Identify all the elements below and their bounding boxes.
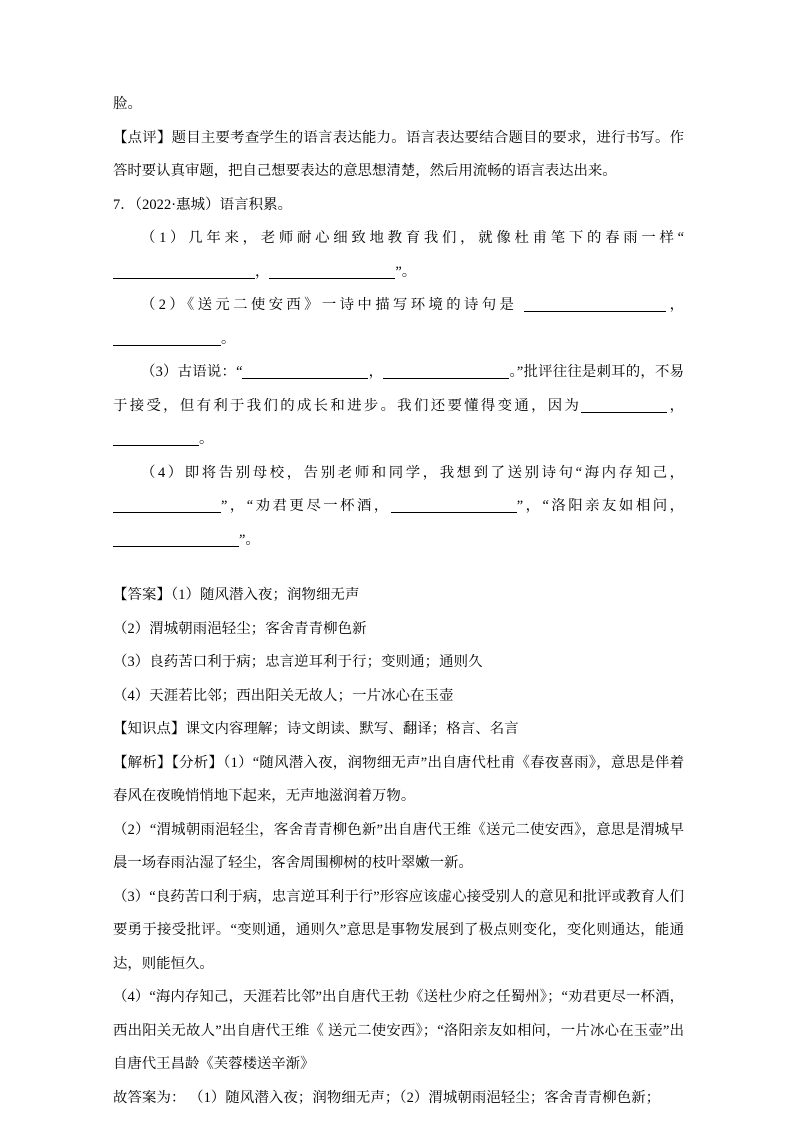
answer-line-2: （2）渭城朝雨浥轻尘；客舍青青柳色新 xyxy=(113,620,367,637)
analysis-paragraph-1 xyxy=(113,747,684,814)
question-4-label: （4） xyxy=(141,464,185,481)
analysis-item-1: （1）“随风潜入夜，润物细无声”出自唐代杜甫《春夜喜雨》，意思是伴着春风在夜晚悄悄地下起来，无声地滋润着万物。 xyxy=(113,754,684,804)
question-3-blank-2[interactable] xyxy=(383,365,509,379)
question-4-quote1-close: ” xyxy=(221,498,228,514)
question-2-blank-1[interactable] xyxy=(524,298,666,312)
question-4-quote3-close: ” xyxy=(239,531,246,548)
question-2-comma: ， xyxy=(666,297,684,313)
comment-body: 题目主要考查学生的语言表达能力。语言表达要结合题目的要求，进行书写。作答时要认真审题，把自己想要表达的意思想清楚，然后用流畅的语言表达出来。 xyxy=(113,129,684,179)
question-4-quote3-text: 洛阳亲友如相问， xyxy=(548,498,684,514)
question-4-quote1-text: 海内存知己， xyxy=(582,464,684,481)
answer-label: 【答案】 xyxy=(113,587,171,603)
question-3-comma-2: ， xyxy=(667,397,684,414)
question-1-period: 。 xyxy=(401,263,417,280)
question-4-sep-2: ， xyxy=(523,498,543,514)
question-4-quote3-open: “ xyxy=(542,498,549,514)
comment-paragraph xyxy=(113,122,684,189)
answer-heading xyxy=(113,579,684,613)
continuation-text: 脸。 xyxy=(113,96,142,112)
question-3-period-2: 。 xyxy=(199,431,214,447)
analysis-paragraph-2: （2）“渭城朝雨浥轻尘，客舍青青柳色新”出自唐代王维《送元二使安西》，意思是渭城早晨一场春雨沾湿了轻尘，客舍周围柳树的枝叶翠嫩一新。 xyxy=(113,821,684,871)
question-1-blank-1[interactable] xyxy=(113,265,255,279)
knowledge-point-line xyxy=(113,713,684,747)
question-3-blank-4[interactable] xyxy=(113,432,199,446)
question-4-blank-2[interactable] xyxy=(391,499,517,513)
analysis-paragraph-4: （4）“海内存知己，天涯若比邻”出自唐代王勃《送杜少府之任蜀州》；“劝君更尽一杯酒，西出阳关无故人”出自唐代王维《 送元二使安西》；“洛阳亲友如相问，一片冰心在玉壶”出自唐代王昌龄《芙蓉楼送辛渐》 xyxy=(113,989,684,1072)
question-1-quote-close: ” xyxy=(395,263,402,280)
question-3-text-a: 古语说： xyxy=(177,364,237,380)
question-3 xyxy=(113,356,684,457)
question-4-end: 。 xyxy=(245,531,260,548)
comment-label: 【点评】 xyxy=(113,129,172,146)
question-2-blank-2[interactable] xyxy=(113,332,221,346)
question-2 xyxy=(113,289,684,356)
question-2-text-a: 《送元二使安西》一诗中描写环境的诗句是 xyxy=(187,297,518,313)
question-4-quote2-close: ” xyxy=(516,498,524,514)
answer-line-4: （4）天涯若比邻；西出阳关无故人；一片冰心在玉壶 xyxy=(113,687,454,704)
conclusion-line: 故答案为： （1）随风潜入夜；润物细无声；（2）渭城朝雨浥轻尘；客舍青青柳色新； xyxy=(113,1089,661,1106)
question-4-blank-3[interactable] xyxy=(113,533,239,547)
question-3-period-1: 。 xyxy=(509,364,517,380)
question-2-label: （2） xyxy=(141,297,188,313)
question-heading: 7．（2022·惠城）语言积累。 xyxy=(113,196,293,213)
answer-item-1: （1）随风潜入夜；润物细无声 xyxy=(170,587,360,603)
question-2-period: 。 xyxy=(221,330,236,347)
question-3-blank-1[interactable] xyxy=(242,365,368,379)
question-4-quote2-text: 劝君更尽一杯酒， xyxy=(253,498,391,514)
question-1-quote-open: “ xyxy=(677,230,684,246)
analysis-paragraph-3: （3）“良药苦口利于病，忠言逆耳利于行”形容应该虚心接受别人的意见和批评或教育人们要勇于接受批评。“变则通，通则久”意思是事物发展到了极点则变化，变化则通达，能通达，则能恒久。 xyxy=(113,888,684,972)
knowledge-text: 课文内容理解；诗文朗读、默写、翻译；格言、名言 xyxy=(185,721,519,737)
question-4-quote2-open: “ xyxy=(246,498,254,514)
question-1-label: （1） xyxy=(141,230,189,246)
question-1-comma: ， xyxy=(255,263,270,280)
question-3-text-b: 批评往往是刺耳的，不易于接受，但有利于我们的成长和进步。我们还要懂得变通，因为 xyxy=(113,364,684,414)
question-3-blank-3[interactable] xyxy=(581,399,667,413)
question-4-sep-1: ， xyxy=(227,498,247,514)
question-1-text-a: 几年来，老师耐心细致地教育我们，就像杜甫笔下的春雨一样 xyxy=(188,230,678,246)
question-4-blank-1[interactable] xyxy=(113,499,221,513)
question-4-text-a: 即将告别母校，告别老师和同学，我想到了送别诗句 xyxy=(184,464,576,481)
answer-line-3: （3）良药苦口利于病；忠言逆耳利于行；变则通；通则久 xyxy=(113,654,483,670)
question-3-quote-close: ” xyxy=(516,364,524,380)
analysis-label: 【解析】【分析】 xyxy=(113,754,224,771)
knowledge-label: 【知识点】 xyxy=(113,721,186,737)
question-1-blank-2[interactable] xyxy=(269,265,395,279)
question-3-quote-open: “ xyxy=(236,364,243,380)
question-1 xyxy=(113,222,684,289)
question-4 xyxy=(113,457,684,558)
question-3-comma: ， xyxy=(368,364,384,380)
question-3-label: （3） xyxy=(141,364,178,380)
question-4-quote1-open: “ xyxy=(575,464,583,481)
